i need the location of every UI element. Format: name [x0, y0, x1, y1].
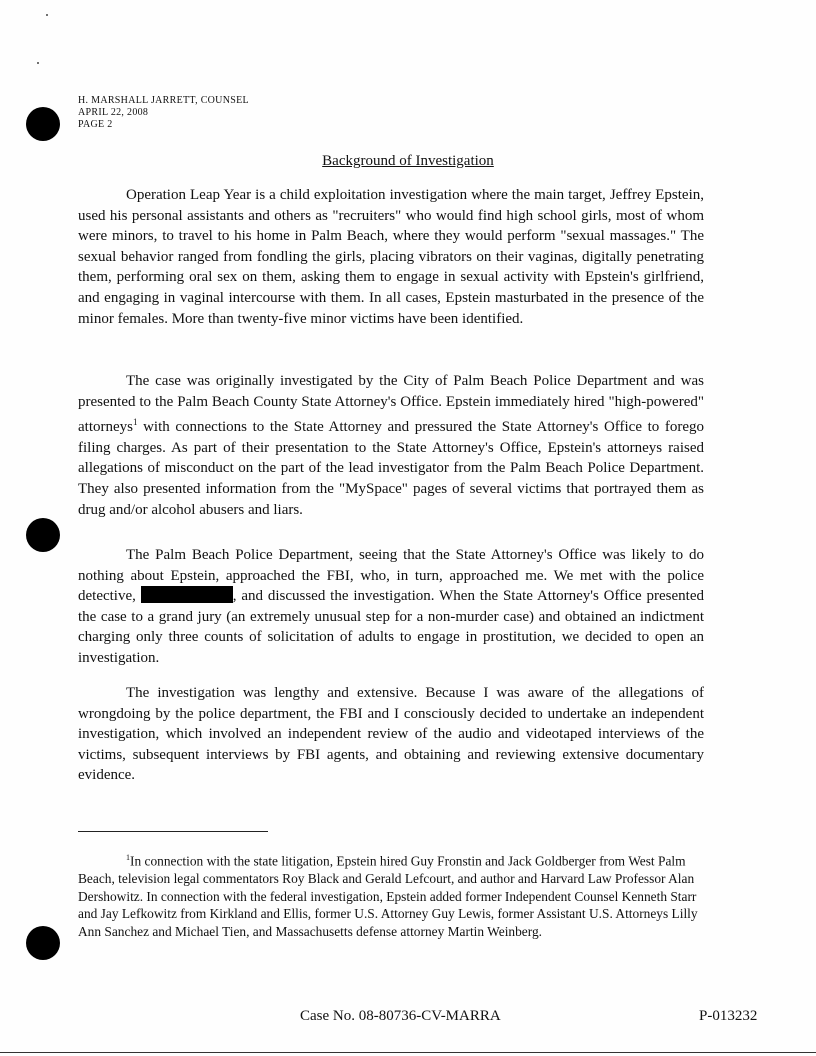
section-heading-text: Background of Investigation: [322, 153, 494, 169]
binder-hole-middle: [26, 518, 60, 552]
footnote-separator: [78, 831, 268, 832]
bates-number: P-013232: [699, 1008, 758, 1024]
paragraph-3: [78, 545, 704, 669]
footnote-text: In connection with the state litigation, Epstein hired Guy Fronstin and Jack Goldberger from West Palm Beach, television legal commentators Roy Black and Gerald Lefcourt, and author and Harvard Law Professor Alan Dershowitz. In connection with the federal investigation, Epstein added former Independent Counsel Kenneth Starr and Jay Lefkowitz from Kirkland and Ellis, former U.S. Attorney Guy Lewis, former Assistant U.S. Attorneys Lilly Ann Sanchez and Michael Tien, and Massachusetts defense attorney Martin Weinberg.: [78, 853, 698, 939]
footnote-reference: 1: [132, 417, 138, 428]
scan-speck: [37, 62, 39, 64]
page-number-line: PAGE 2: [78, 119, 113, 130]
binder-hole-top: [26, 107, 60, 141]
footnote: [78, 849, 718, 940]
redaction-block: [141, 586, 233, 603]
scan-speck: [46, 14, 48, 16]
footnote-mark: 1: [126, 853, 130, 862]
page-bottom-edge: [0, 1052, 816, 1053]
section-heading: [0, 153, 816, 170]
paragraph-3-text-b: , and discussed the investigation. When the State Attorney's Office presented the case to a grand jury (an extremely unusual step for a non-murder case) and obtained an indictment charging only three counts of solicitation of adults to engage in prostitution, we decided to open an investigation.: [78, 588, 705, 666]
case-number: Case No. 08-80736-CV-MARRA: [300, 1008, 501, 1024]
paragraph-2-text-b: with connections to the State Attorney and pressured the State Attorney's Office to forego filing charges. As part of their presentation to the State Attorney's Office, Epstein's attorneys raised allegations of misconduct on the part of the lead investigator from the Palm Beach Police Department. They also presented information from the "MySpace" pages of several victims that portrayed them as drug and/or alcohol abusers and liars.: [78, 419, 704, 518]
recipient-line: H. MARSHALL JARRETT, COUNSEL: [78, 95, 249, 106]
paragraph-2-text-a: The case was originally investigated by the City of Palm Beach Police Department and was presented to the Palm Beach County State Attorney's Office. Epstein immediately hired "high-powered" attorneys: [78, 373, 704, 436]
paragraph-4: The investigation was lengthy and extensive. Because I was aware of the allegations of wrongdoing by the police department, the FBI and I consciously decided to undertake an independent investigation, which involved an independent review of the audio and videotaped interviews of the victims, subsequent interviews by FBI agents, and obtaining and reviewing extensive documentary evidence.: [78, 685, 704, 784]
paragraph-3-text-a: The Palm Beach Police Department, seeing that the State Attorney's Office was likely to do nothing about Epstein, approached the FBI, who, in turn, approached me. We met with the police detective,: [78, 547, 704, 605]
date-line: APRIL 22, 2008: [78, 107, 149, 118]
paragraph-1: Operation Leap Year is a child exploitation investigation where the main target, Jeffrey Epstein, used his personal assistants and others as "recruiters" who would find high school girls, most of whom were minors, to travel to his home in Palm Beach, where they would perform "sexual massages." The sexual behavior ranged from fondling the girls, placing vibrators on their vaginas, digitally penetrating them, performing oral sex on them, asking them to engage in sexual activity with Epstein's girlfriend, and engaging in vaginal intercourse with them. In all cases, Epstein masturbated in the presence of the minor females. More than twenty-five minor victims have been identified.: [78, 187, 704, 327]
letter-header: [78, 95, 249, 131]
paragraph-2: [78, 371, 704, 520]
binder-hole-bottom: [26, 926, 60, 960]
